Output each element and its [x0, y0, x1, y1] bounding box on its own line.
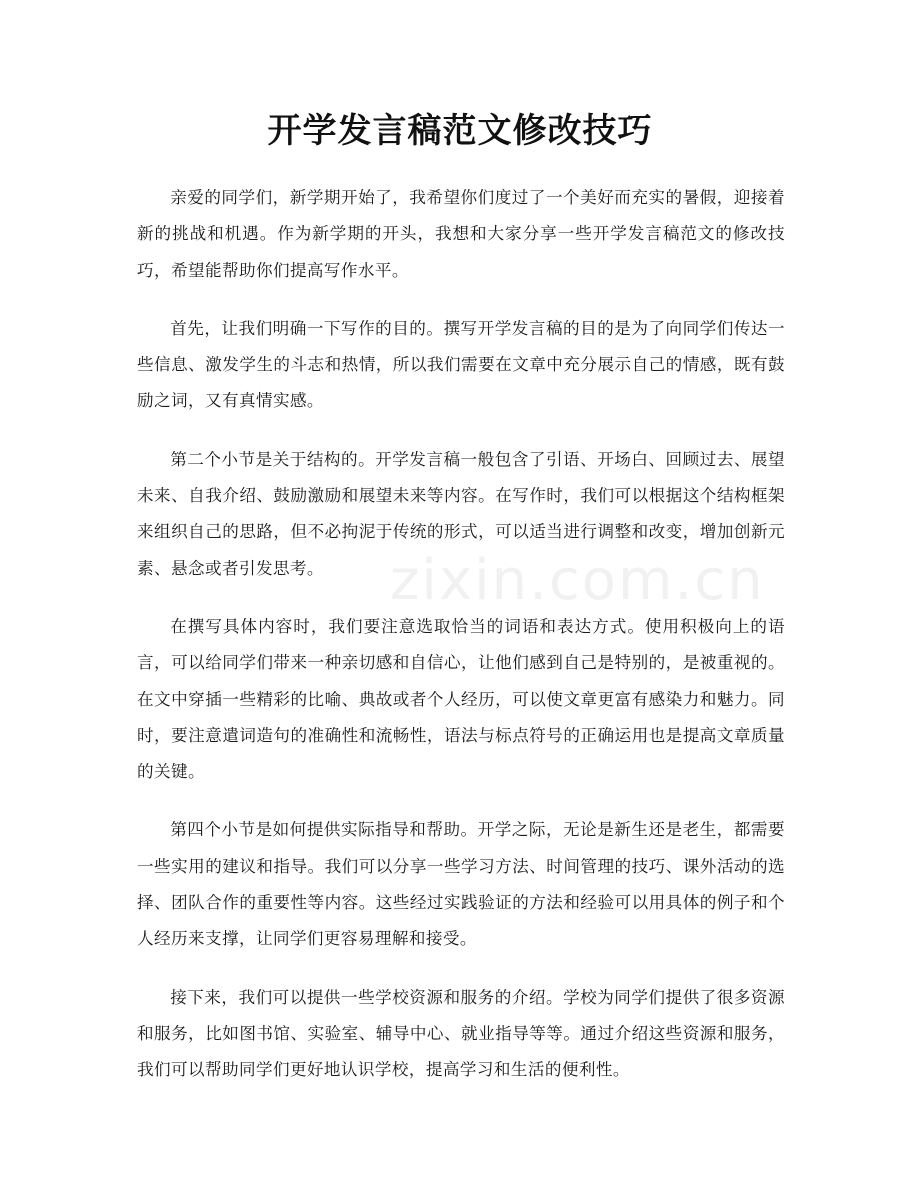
watermark: zixin.com.cn [390, 548, 765, 613]
paragraph-6: 接下来，我们可以提供一些学校资源和服务的介绍。学校为同学们提供了很多资源和服务，比如图书馆、实验室、辅导中心、就业指导等等。通过介绍这些资源和服务，我们可以帮助同学们更好地认识学校，提高学习和生活的便利性。 [137, 987, 785, 1080]
paragraph-1: 亲爱的同学们，新学期开始了，我希望你们度过了一个美好而充实的暑假，迎接着新的挑战和机遇。作为新学期的开头，我想和大家分享一些开学发言稿范文的修改技巧，希望能帮助你们提高写作水平。 [137, 188, 785, 280]
paragraph-3: 第二个小节是关于结构的。开学发言稿一般包含了引语、开场白、回顾过去、展望未来、自我介绍、鼓励激励和展望未来等内容。在写作时，我们可以根据这个结构框架来组织自己的思路，但不必拘泥于传统的形式，可以适当进行调整和改变，增加创新元素、悬念或者引发思考。 [137, 449, 785, 578]
paragraph-4: 在撰写具体内容时，我们要注意选取恰当的词语和表达方式。使用积极向上的语言，可以给同学们带来一种亲切感和自信心，让他们感到自己是特别的，是被重视的。在文中穿插一些精彩的比喻、典故或者个人经历，可以使文章更富有感染力和魅力。同时，要注意遣词造句的准确性和流畅性，语法与标点符号的正确运用也是提高文章质量的关键。 [137, 616, 785, 782]
document-body [137, 180, 785, 1111]
document-title: 开学发言稿范文修改技巧 [267, 111, 653, 151]
paragraph-2: 首先，让我们明确一下写作的目的。撰写开学发言稿的目的是为了向同学们传达一些信息、激发学生的斗志和热情，所以我们需要在文章中充分展示自己的情感，既有鼓励之词，又有真情实感。 [137, 318, 785, 411]
paragraph-5: 第四个小节是如何提供实际指导和帮助。开学之际，无论是新生还是老生，都需要一些实用的建议和指导。我们可以分享一些学习方法、时间管理的技巧、课外活动的选择、团队合作的重要性等内容。这些经过实践验证的方法和经验可以用具体的例子和个人经历来支撑，让同学们更容易理解和接受。 [137, 820, 785, 949]
